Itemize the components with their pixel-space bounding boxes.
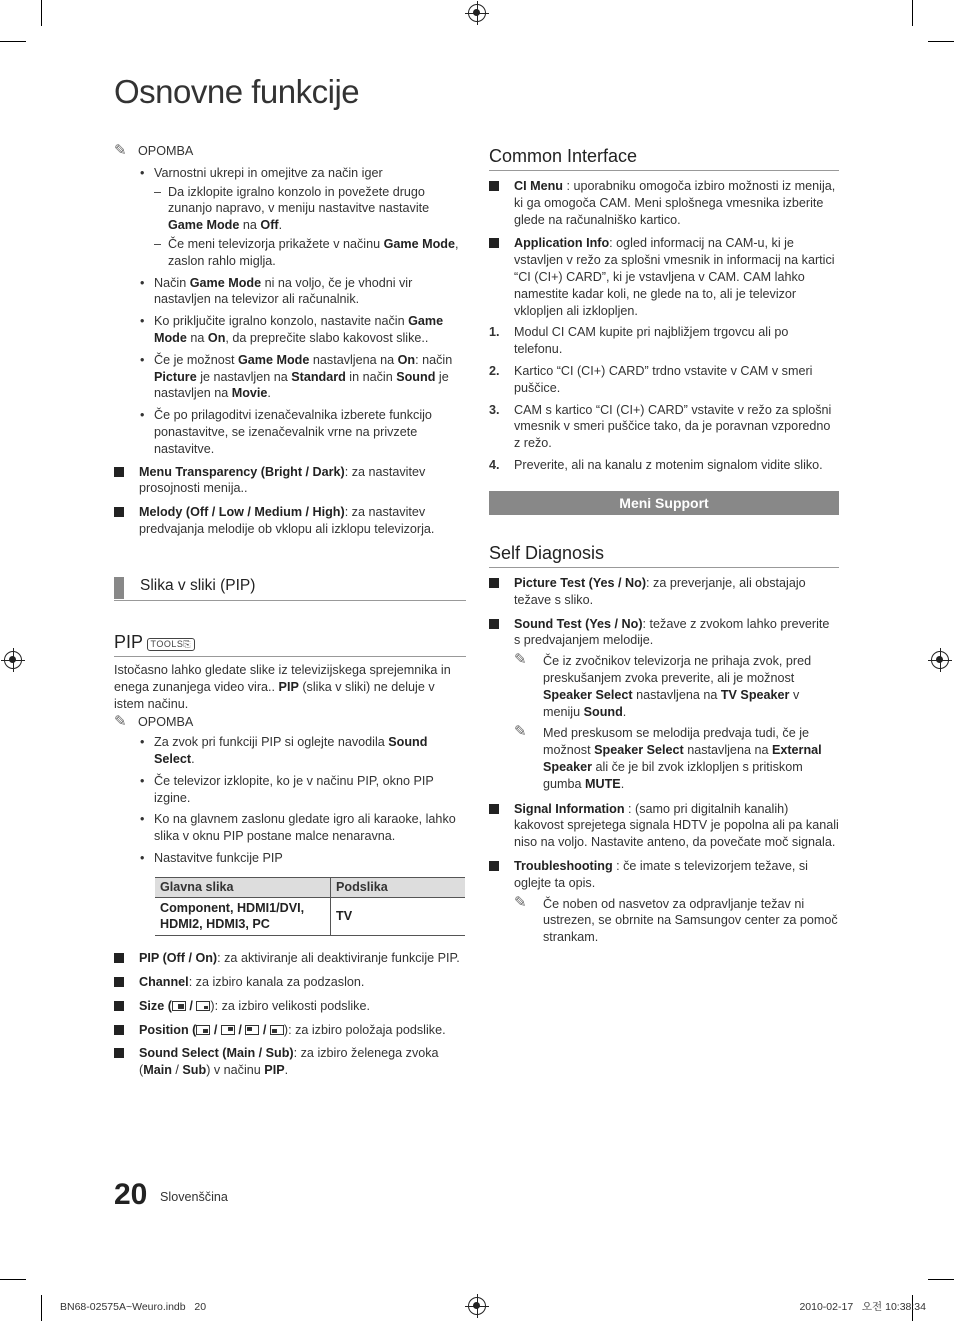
- crop-mark: [928, 1279, 954, 1280]
- square-bullet-icon: [489, 578, 499, 588]
- self-diagnosis-section: [489, 575, 839, 946]
- table-cell: TV: [331, 897, 466, 936]
- note-bullet: • Za zvok pri funkciji PIP si oglejte navodila Sound Select.: [140, 734, 466, 768]
- note-bullet: • Če je možnost Game Mode nastavljena na On: način Picture je nastavljen na Standard in način Sound je nastavljen na Movie.: [140, 352, 466, 402]
- pip-heading-text: PIP: [114, 632, 144, 652]
- heading-rule: [489, 567, 839, 568]
- menu-item-menu-transparency: Menu Transparency (Bright / Dark): za nastavitev prosojnosti menija..: [114, 464, 466, 498]
- square-bullet-icon: [489, 238, 499, 248]
- section-subheading-text: Slika v sliki (PIP): [140, 577, 256, 594]
- menu-item-melody: Melody (Off / Low / Medium / High): za nastavitev predvajanja melodije ob vklopu ali izklopu televizorja.: [114, 504, 466, 538]
- note-bullet: • Varnostni ukrepi in omejitve za način iger: [140, 165, 466, 182]
- common-interface-section: [489, 178, 839, 474]
- page-number: 20: [114, 1178, 148, 1211]
- table-cell: Component, HDMI1/DVI, HDMI2, HDMI3, PC: [155, 897, 331, 936]
- note-dash-item: – Če meni televizorja prikažete v načinu Game Mode, zaslon rahlo miglja.: [154, 236, 466, 270]
- menu-item-application-info: Application Info: ogled informacij na CAM-u, ki je vstavljen v režo za splošni vmesnik in informacij na kartici “CI (CI+) CARD”, ki je vstavljena v CAM. CAM lahko namestite kadar koli, ne glede na to, ali je televizor vklopljen ali izklopljen.: [489, 235, 839, 319]
- page-title: Osnovne funkcije: [114, 73, 360, 110]
- pencil-icon: ✎: [114, 142, 127, 159]
- note-bullet: • Če televizor izklopite, ko je v načinu PIP, okno PIP izgine.: [140, 773, 466, 807]
- square-bullet-icon: [489, 619, 499, 629]
- registration-mark-icon: [468, 1297, 486, 1315]
- note-label: OPOMBA: [138, 144, 194, 158]
- crop-mark: [0, 41, 26, 42]
- menu-item-ci-menu: CI Menu : uporabniku omogoča izbiro možnosti iz menija, ki ga omogoča CAM. Meni splošnega vmesnika izberite glede na računalniško kartico.: [489, 178, 839, 228]
- crop-mark: [41, 0, 42, 26]
- registration-mark-icon: [468, 4, 486, 22]
- step-item: 4. Preverite, ali na kanalu z motenim signalom vidite sliko.: [489, 457, 823, 472]
- note-label: OPOMBA: [138, 715, 194, 730]
- menu-item-signal-information: Signal Information : (samo pri digitalnih kanalih) kakovost sprejetega signala HDTV je popolna ali pa kanali niso na voljo. Nastavite anteno, da povečate moč signala.: [489, 801, 839, 851]
- pip-size-small-icon: [196, 1001, 210, 1011]
- footer-file: BN68-02575A~Weuro.indb 20: [60, 1301, 207, 1313]
- left-column: [114, 143, 466, 538]
- table-row: [155, 897, 465, 936]
- table-header-row: [155, 877, 465, 897]
- note-bullet: • Način Game Mode ni na voljo, če je vhodni vir nastavljen na televizor ali računalnik.: [140, 275, 466, 309]
- note-bullet: • Ko priključite igralno konzolo, nastavite način Game Mode na On, da preprečite slabo kakovost slike..: [140, 313, 466, 347]
- self-diagnosis-heading: [489, 542, 839, 568]
- footer-timestamp: 2010-02-17 오전 10:38:34: [799, 1301, 926, 1313]
- section-band: Meni Support: [489, 491, 839, 515]
- square-bullet-icon: [114, 1048, 124, 1058]
- note-bullet: • Nastavitve funkcije PIP: [140, 850, 466, 867]
- square-bullet-icon: [114, 1025, 124, 1035]
- registration-mark-icon: [931, 651, 949, 669]
- menu-item-pip: PIP (Off / On): za aktiviranje ali deaktiviranje funkcije PIP.: [114, 950, 466, 967]
- self-diagnosis-heading-text: Self Diagnosis: [489, 543, 605, 563]
- registration-mark-icon: [4, 651, 22, 669]
- table-header: Glavna slika: [155, 877, 331, 897]
- page-language: Slovenščina: [160, 1190, 228, 1204]
- pip-intro: Istočasno lahko gledate slike iz televizijskega sprejemnika in enega zunanjega video vira.. PIP (slika v sliki) ne deluje v istem načinu.: [114, 663, 451, 711]
- square-bullet-icon: [114, 507, 124, 517]
- square-bullet-icon: [489, 804, 499, 814]
- heading-rule: [114, 656, 466, 657]
- menu-item-picture-test: Picture Test (Yes / No): za preverjanje, ali obstajajo težave s sliko.: [489, 575, 839, 609]
- pencil-icon: ✎: [514, 893, 527, 911]
- tools-badge: TOOLS⎘: [147, 638, 196, 651]
- menu-item-size: Size ( / ): za izbiro velikosti podslike.: [114, 998, 466, 1015]
- note-heading: [114, 714, 466, 731]
- pip-position-bottom-left-icon: [270, 1025, 284, 1035]
- pencil-icon: ✎: [514, 651, 527, 669]
- note-bullet: • Če po prilagoditvi izenačevalnika izberete funkcijo ponastavitve, se izenačevalnik vrne na privzete nastavitve.: [140, 407, 466, 457]
- pip-heading: [114, 631, 466, 657]
- subheading-bar: [114, 577, 124, 599]
- note-item: ✎ Med preskusom se melodija predvaja tudi, če je možnost Speaker Select nastavljena na External Speaker ali če je bil zvok izklopljen s pritiskom gumba MUTE.: [514, 723, 822, 791]
- common-interface-heading-text: Common Interface: [489, 146, 638, 166]
- note-item: ✎ Če noben od nasvetov za odpravljanje težav ni ustrezen, se obrnite na Samsungov center za pomoč strankam.: [514, 893, 838, 945]
- section-subheading: [114, 577, 466, 601]
- square-bullet-icon: [489, 181, 499, 191]
- note-item: ✎ Če iz zvočnikov televizorja ne prihaja zvok, pred preskušanjem zvoka preverite, ali je možnost Speaker Select nastavljena na TV Speaker v meniju Sound.: [514, 651, 812, 719]
- menu-item-troubleshooting: Troubleshooting : če imate s televizorjem težave, si oglejte ta opis.: [489, 858, 839, 892]
- square-bullet-icon: [114, 953, 124, 963]
- square-bullet-icon: [114, 1001, 124, 1011]
- pencil-icon: ✎: [514, 723, 527, 741]
- crop-mark: [41, 1295, 42, 1321]
- square-bullet-icon: [114, 467, 124, 477]
- pip-position-top-right-icon: [221, 1025, 235, 1035]
- note-dash-item: – Da izklopite igralno konzolo in povežete drugo zunanjo napravo, v meniju nastavitve nastavite Game Mode na Off.: [154, 184, 466, 234]
- crop-mark: [912, 0, 913, 26]
- crop-mark: [0, 1279, 26, 1280]
- pip-size-large-icon: [172, 1001, 186, 1011]
- menu-item-sound-select: Sound Select (Main / Sub): za izbiro želenega zvoka (Main / Sub) v načinu PIP.: [114, 1045, 466, 1079]
- table-header: Podslika: [331, 877, 466, 897]
- menu-item-position: Position ( / / / ): za izbiro položaja podslike.: [114, 1022, 466, 1039]
- pip-section: [114, 662, 466, 1079]
- pencil-icon: ✎: [114, 713, 127, 731]
- common-interface-heading: [489, 145, 839, 171]
- pip-position-top-left-icon: [245, 1025, 259, 1035]
- square-bullet-icon: [489, 861, 499, 871]
- step-item: 3. CAM s kartico “CI (CI+) CARD” vstavite v režo za splošni vmesnik v smeri puščice tako, da je poravnan vzporedno z režo.: [489, 402, 832, 451]
- heading-rule: [489, 170, 839, 171]
- menu-item-channel: Channel: za izbiro kanala za podzaslon.: [114, 974, 466, 991]
- step-item: 2. Kartico “CI (CI+) CARD” trdno vstavite v CAM v smeri puščice.: [489, 363, 813, 395]
- pip-settings-table: [155, 877, 465, 936]
- note-bullet: • Ko na glavnem zaslonu gledate igro ali karaoke, lahko slika v oknu PIP postane malce nenaravna.: [140, 811, 466, 845]
- square-bullet-icon: [114, 977, 124, 987]
- pip-position-bottom-right-icon: [196, 1025, 210, 1035]
- crop-mark: [928, 41, 954, 42]
- note-heading: [114, 143, 466, 160]
- menu-item-sound-test: Sound Test (Yes / No): težave z zvokom lahko preverite s predvajanjem melodije.: [489, 616, 839, 650]
- step-item: 1. Modul CI CAM kupite pri najbližjem trgovcu ali po telefonu.: [489, 325, 789, 357]
